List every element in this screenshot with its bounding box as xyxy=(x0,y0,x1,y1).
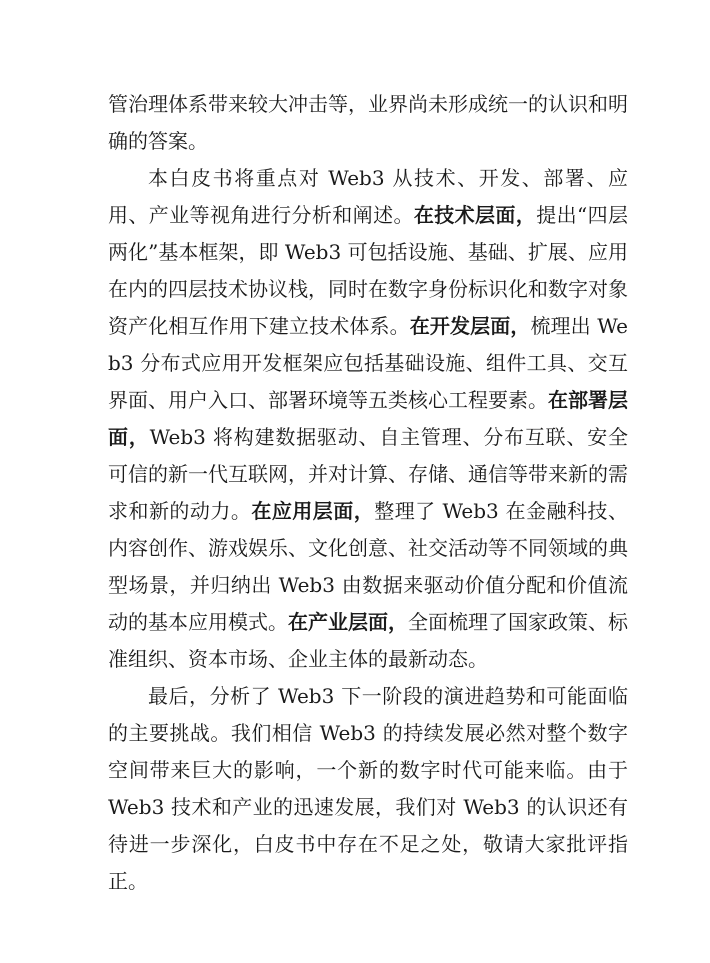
paragraph-conclusion xyxy=(108,678,628,900)
text-run: 整理了 Web3 在金融科技、内容创作、游戏娱乐、文化创意、社交活动等不同领域的典型场景，并归纳出 Web3 由数据来驱动价值分配和价值流动的基本应用模式。 xyxy=(108,499,628,634)
heading-development-level: 在开发层面， xyxy=(409,314,531,338)
paragraph-overview xyxy=(108,160,628,678)
text-run: Web3 将构建数据驱动、自主管理、分布互联、安全可信的新一代互联网，并对计算、存储、通信等带来新的需求和新的动力。 xyxy=(108,425,628,523)
text-run: 梳理出 Web3 分布式应用开发框架应包括基础设施、组件工具、交互界面、用户入口、部署环境等五类核心工程要素。 xyxy=(108,314,629,412)
heading-deployment-level: 在部署层面， xyxy=(108,388,628,449)
body-text xyxy=(108,86,628,900)
text-run: 最后，分析了 Web3 下一阶段的演进趋势和可能面临的主要挑战。我们相信 Web3 的持续发展必然对整个数字空间带来巨大的影响，一个新的数字时代可能来临。由于 Web3 技术和产业的迅速发展，我们对 Web3 的认识还有待进一步深化，白皮书中存在不足之处，敬请大家批评指正。 xyxy=(108,684,628,893)
text-run: 提出“四层两化”基本框架，即 Web3 可包括设施、基础、扩展、应用在内的四层技术协议栈，同时在数字身份标识化和数字对象资产化相互作用下建立技术体系。 xyxy=(108,203,628,338)
text-run: 管治理体系带来较大冲击等，业界尚未形成统一的认识和明确的答案。 xyxy=(108,92,628,153)
heading-industry-level: 在产业层面， xyxy=(288,610,408,634)
paragraph-continuation xyxy=(108,86,628,160)
heading-application-level: 在应用层面， xyxy=(251,499,375,523)
heading-technology-level: 在技术层面， xyxy=(413,203,537,227)
text-run: 全面梳理了国家政策、标准组织、资本市场、企业主体的最新动态。 xyxy=(108,610,628,671)
text-run: 本白皮书将重点对 Web3 从技术、开发、部署、应用、产业等视角进行分析和阐述。 xyxy=(108,166,628,227)
